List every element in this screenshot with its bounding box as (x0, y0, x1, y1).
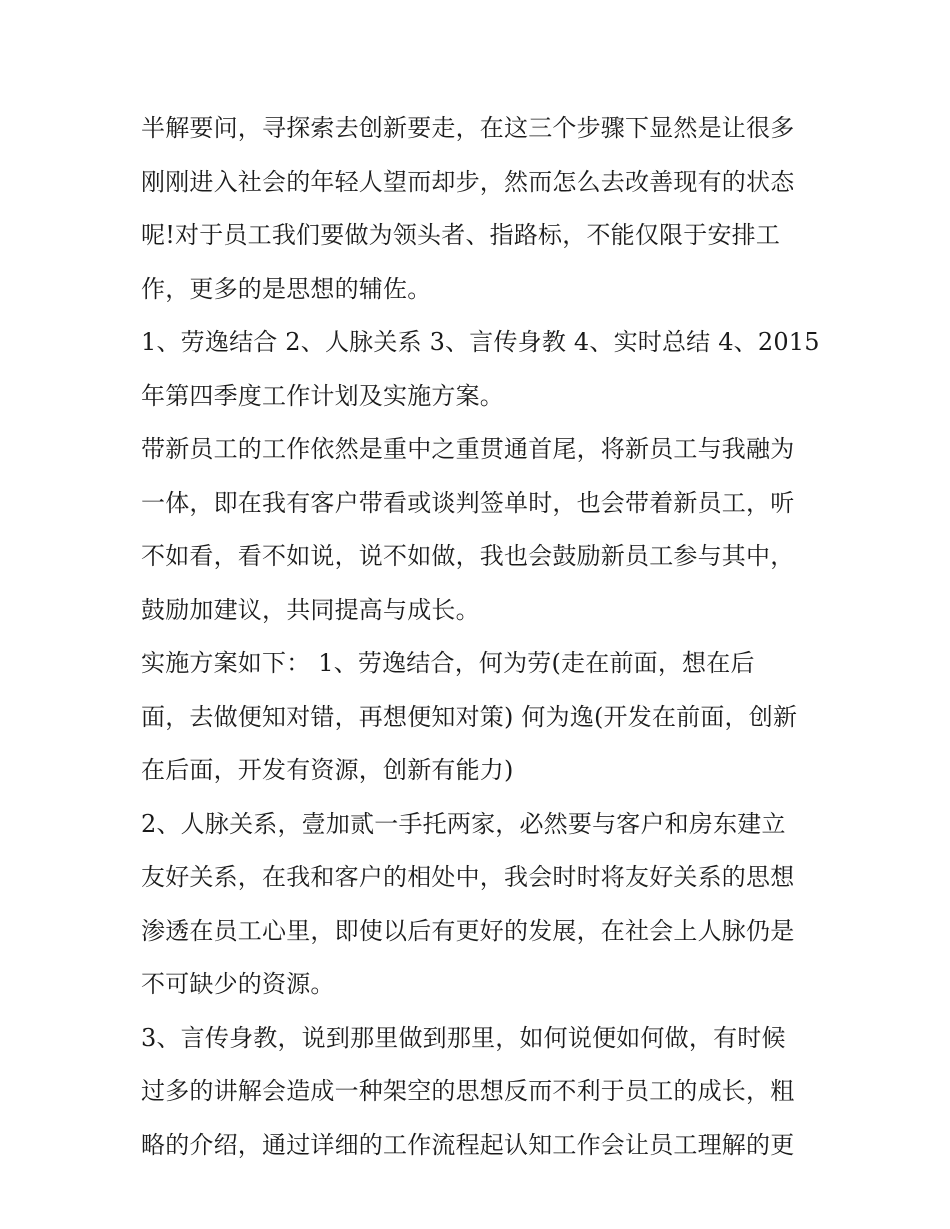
text-line: 刚刚进入社会的年轻人望而却步，然而怎么去改善现有的状态 (141, 167, 795, 196)
document-body (141, 110, 820, 1180)
text-line: 带新员工的工作依然是重中之重贯通首尾，将新员工与我融为 (141, 435, 795, 463)
text-line: 1、劳逸结合 2、人脉关系 3、言传身教 4、实时总结 4、2015 (141, 328, 820, 356)
text-line: 一体，即在我有客户带看或谈判签单时，也会带着新员工，听 (141, 488, 795, 517)
text-line: 作，更多的是思想的辅佐。 (141, 274, 432, 303)
text-line: 2、人脉关系，壹加贰一手托两家，必然要与客户和房东建立 (141, 809, 786, 838)
text-line: 鼓励加建议，共同提高与成长。 (141, 595, 480, 624)
text-line: 实施方案如下： 1、劳逸结合，何为劳(走在前面，想在后 (141, 649, 755, 677)
text-line: 面，去做便知对错，再想便知对策) 何为逸(开发在前面，创新 (141, 702, 798, 731)
text-line: 呢!对于员工我们要做为领头者、指路标，不能仅限于安排工 (141, 221, 781, 249)
text-line: 不如看，看不如说，说不如做，我也会鼓励新员工参与其中， (141, 542, 795, 570)
text-line: 不可缺少的资源。 (141, 970, 335, 998)
text-line: 半解要问，寻探索去创新要走，在这三个步骤下显然是让很多 (141, 114, 795, 142)
text-line: 友好关系，在我和客户的相处中，我会时时将友好关系的思想 (141, 863, 795, 891)
text-line: 过多的讲解会造成一种架空的思想反而不利于员工的成长，粗 (141, 1077, 795, 1105)
text-line: 渗透在员工心里，即使以后有更好的发展，在社会上人脉仍是 (141, 916, 795, 945)
text-line: 在后面，开发有资源，创新有能力) (141, 756, 514, 784)
text-line: 3、言传身教，说到那里做到那里，如何说便如何做，有时候 (141, 1023, 786, 1052)
text-line: 略的介绍，通过详细的工作流程起认知工作会让员工理解的更 (141, 1130, 795, 1159)
text-line: 年第四季度工作计划及实施方案。 (141, 381, 504, 410)
